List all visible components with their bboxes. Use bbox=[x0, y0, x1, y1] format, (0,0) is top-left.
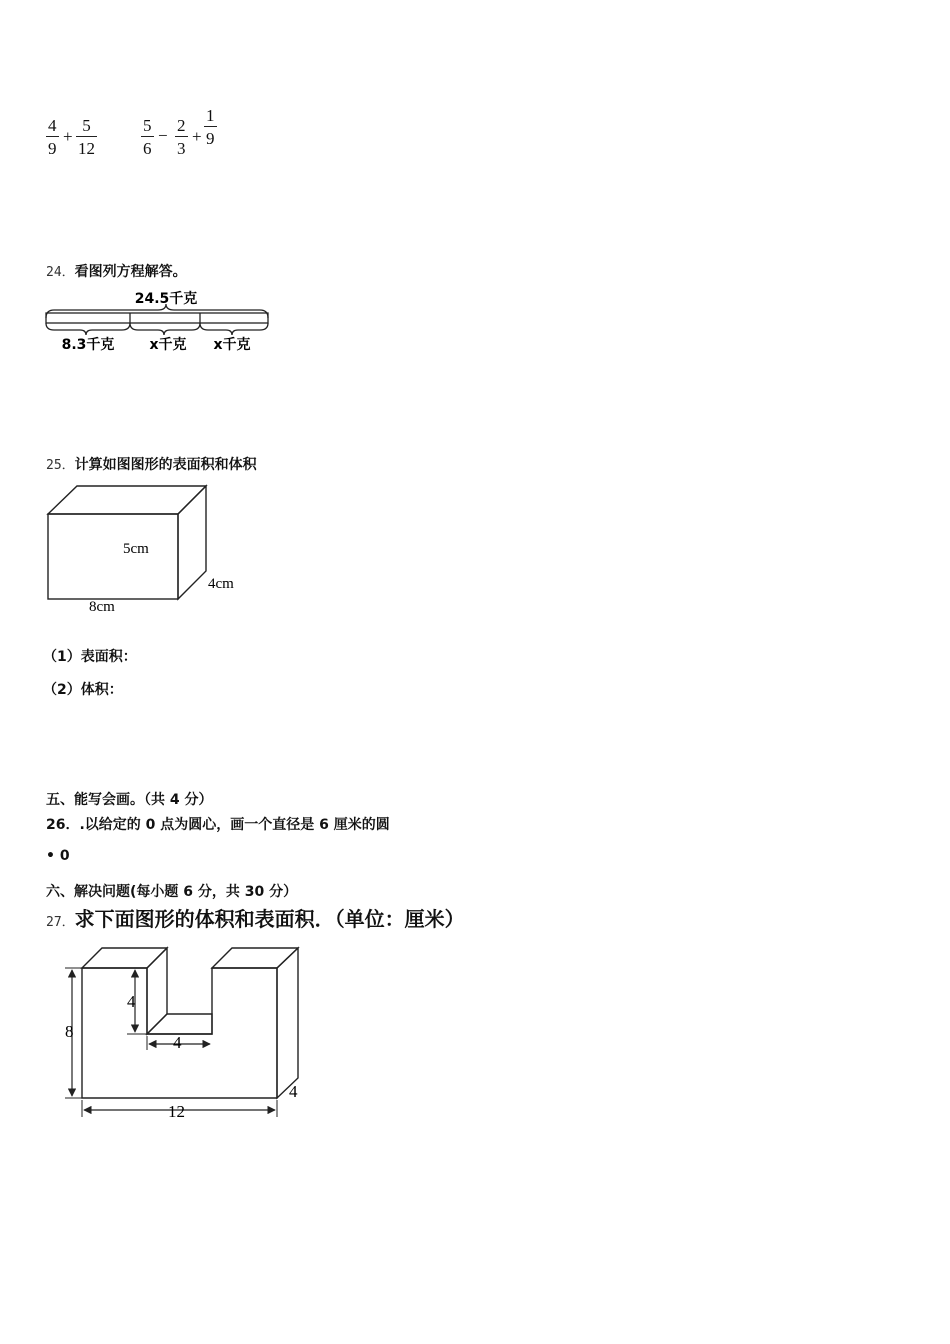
fraction-5-12 bbox=[76, 117, 97, 157]
notch-floor bbox=[147, 1014, 212, 1034]
line-segment-diagram bbox=[40, 286, 280, 358]
numerator: 5 bbox=[82, 116, 91, 135]
height-label: 8 bbox=[65, 1022, 74, 1041]
numerator: 1 bbox=[206, 106, 215, 125]
volume-prompt: （2）体积： bbox=[43, 682, 123, 698]
width-label: 8cm bbox=[89, 599, 115, 615]
denominator: 9 bbox=[206, 129, 215, 148]
numerator: 4 bbox=[48, 116, 57, 135]
left-pillar-top bbox=[82, 948, 167, 968]
brace-seg-1 bbox=[46, 323, 130, 335]
numerator: 2 bbox=[177, 116, 186, 135]
segment-bar bbox=[46, 313, 268, 323]
question-number: 24． bbox=[46, 265, 75, 280]
fraction-5-6 bbox=[141, 117, 154, 157]
minus-sign: − bbox=[158, 126, 168, 145]
question-text: 计算如图图形的表面积和体积 bbox=[74, 457, 257, 473]
total-label: 24.5千克 bbox=[134, 291, 198, 307]
plus-sign: + bbox=[192, 127, 202, 146]
section-6-title: 六、解决问题(每小题 6 分，共 30 分） bbox=[46, 884, 298, 900]
question-25-heading bbox=[46, 454, 257, 474]
section-5-title: 五、能写会画。（共 4 分） bbox=[46, 792, 213, 808]
brace-seg-3 bbox=[200, 323, 268, 335]
depth-label: 4 bbox=[289, 1082, 298, 1101]
question-text: 看图列方程解答。 bbox=[74, 264, 187, 280]
segment-3-label: x千克 bbox=[213, 337, 251, 353]
fraction-2-3 bbox=[175, 117, 188, 157]
brace-seg-2 bbox=[130, 323, 200, 335]
question-27-heading bbox=[46, 903, 465, 932]
question-26-text: 26．.以给定的 0 点为圆心，画一个直径是 6 厘米的圆 bbox=[46, 817, 390, 833]
right-pillar-top bbox=[212, 948, 298, 968]
center-point-o: • 0 bbox=[46, 848, 70, 864]
depth-label: 4cm bbox=[208, 576, 234, 592]
cuboid-figure bbox=[40, 480, 260, 616]
denominator: 9 bbox=[48, 139, 57, 158]
u-shape-solid-figure bbox=[55, 940, 325, 1130]
notch-depth-label: 4 bbox=[127, 992, 136, 1011]
question-number: 27． bbox=[46, 915, 75, 930]
notch-inner-wall bbox=[147, 948, 167, 1034]
width-label: 12 bbox=[168, 1102, 185, 1121]
question-24-heading bbox=[46, 261, 187, 281]
segment-2-label: x千克 bbox=[149, 337, 187, 353]
denominator: 12 bbox=[78, 139, 95, 158]
height-label: 5cm bbox=[123, 541, 149, 557]
question-text: 求下面图形的体积和表面积．（单位：厘米） bbox=[74, 907, 465, 931]
plus-sign: + bbox=[63, 127, 73, 146]
right-side-face bbox=[277, 948, 298, 1098]
cuboid-front-face bbox=[48, 514, 178, 599]
segment-1-label: 8.3千克 bbox=[61, 337, 115, 353]
question-number: 25． bbox=[46, 458, 75, 473]
fraction-1-9 bbox=[204, 107, 217, 147]
fraction-4-9 bbox=[46, 117, 59, 157]
denominator: 3 bbox=[177, 139, 186, 158]
notch-width-label: 4 bbox=[173, 1033, 182, 1052]
denominator: 6 bbox=[143, 139, 152, 158]
numerator: 5 bbox=[143, 116, 152, 135]
cuboid-side-face bbox=[178, 486, 206, 599]
surface-area-prompt: （1）表面积： bbox=[43, 649, 137, 665]
